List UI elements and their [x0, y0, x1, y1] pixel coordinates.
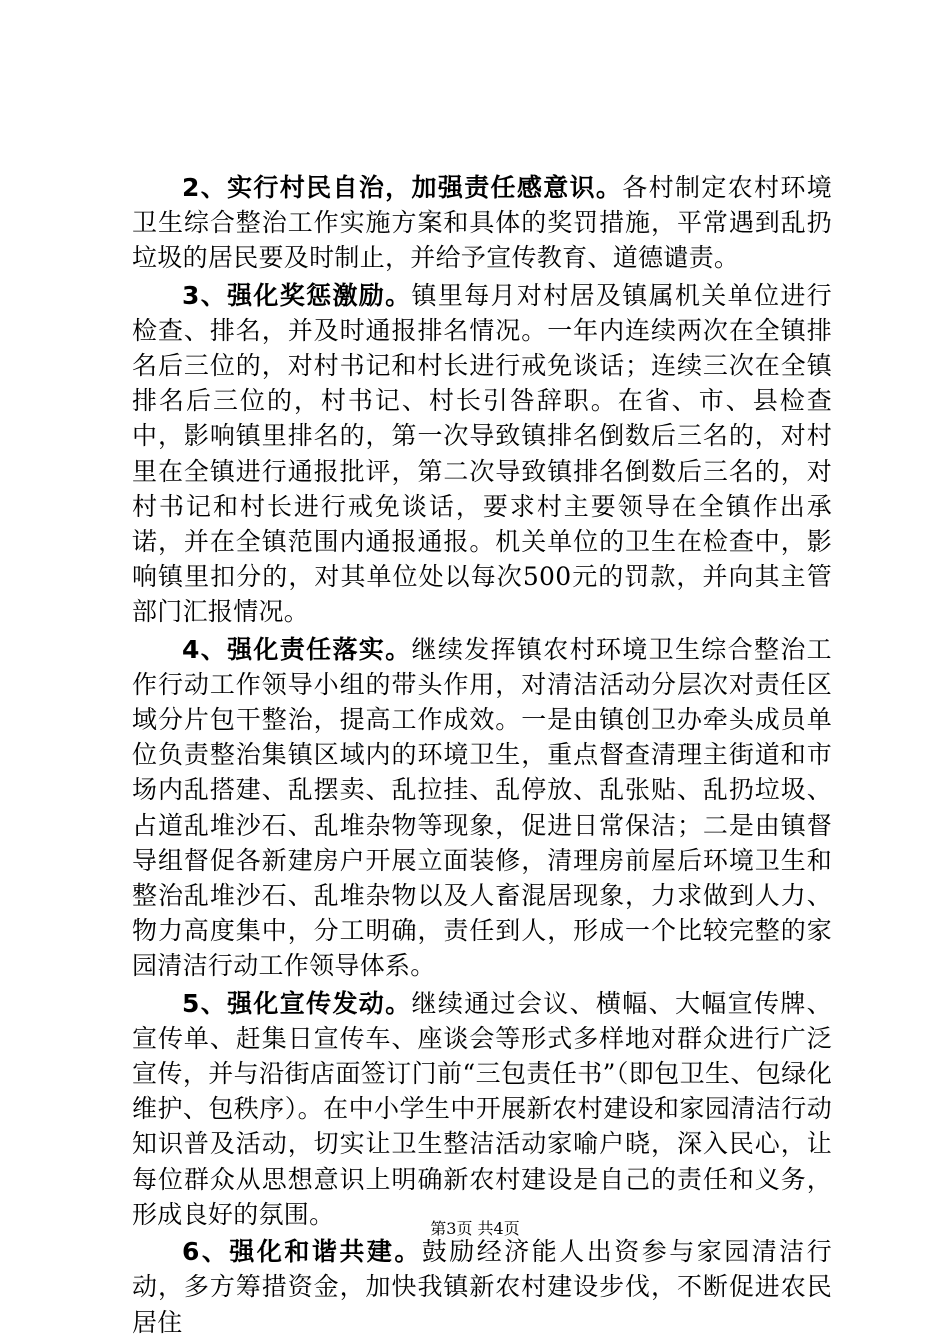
- paragraph-heading: 3、强化奖惩激励。: [182, 280, 412, 310]
- paragraph-responsibility: [132, 632, 832, 984]
- paragraph-body: 继续发挥镇农村环境卫生综合整治工作行动工作领导小组的带头作用，对清洁活动分层次对责任区域分片包干整治，提高工作成效。一是由镇创卫办牵头成员单位负责整治集镇区域内的环境卫生，重点督查清理主街道和市场内乱搭建、乱摆卖、乱拉挂、乱停放、乱张贴、乱扔垃圾、占道乱堆沙石、乱堆杂物等现象，促进日常保洁；二是由镇督导组督促各新建房户开展立面装修，清理房前屋后环境卫生和整治乱堆沙石、乱堆杂物以及人畜混居现象，力求做到人力、物力高度集中，分工明确，责任到人，形成一个比较完整的家园清洁行动工作领导体系。: [132, 634, 832, 981]
- paragraph-heading: 2、实行村民自治，加强责任感意识。: [182, 173, 623, 202]
- paragraph-body: 镇里每月对村居及镇属机关单位进行检查、排名，并及时通报排名情况。一年内连续两次在全镇排名后三位的，对村书记和村长进行戒免谈话；连续三次在全镇排名后三位的，村书记、村长引咎辞职。在省、市、县检查中，影响镇里排名的，第一次导致镇排名倒数后三名的，对村里在全镇进行通报批评，第二次导致镇排名倒数后三名的，对村书记和村长进行戒免谈话，要求村主要领导在全镇作出承诺，并在全镇范围内通报通报。机关单位的卫生在检查中，影响镇里扣分的，对其单位处以每次500元的罚款，并向其主管部门汇报情况。: [132, 280, 832, 627]
- document-body: [132, 170, 832, 1340]
- paragraph-village-self-governance: [132, 170, 832, 276]
- paragraph-body: 鼓励经济能人出资参与家园清洁行动，多方筹措资金，加快我镇新农村建设步伐，不断促进农民居住: [132, 1237, 832, 1337]
- page-number-footer: 第3页 共4页: [430, 1219, 520, 1238]
- paragraph-heading: 6、强化和谐共建。: [182, 1237, 422, 1267]
- paragraph-heading: 4、强化责任落实。: [182, 634, 412, 664]
- paragraph-publicity: [132, 986, 832, 1232]
- paragraph-body: 继续通过会议、横幅、大幅宣传牌、宣传单、赶集日宣传车、座谈会等形式多样地对群众进行广泛宣传，并与沿街店面签订门前“三包责任书”（即包卫生、包绿化维护、包秩序）。在中小学生中开展新农村建设和家园清洁行动知识普及活动，切实让卫生整洁活动家喻户晓，深入民心，让每位群众从思想意识上明确新农村建设是自己的责任和义务，形成良好的氛围。: [132, 988, 832, 1229]
- paragraph-rewards-penalties: [132, 278, 832, 630]
- paragraph-body: 各村制定农村环境卫生综合整治工作实施方案和具体的奖罚措施，平常遇到乱扔垃圾的居民要及时制止，并给予宣传教育、道德谴责。: [132, 173, 833, 273]
- paragraph-harmonious-building: [132, 1234, 832, 1340]
- paragraph-heading: 5、强化宣传发动。: [182, 988, 412, 1018]
